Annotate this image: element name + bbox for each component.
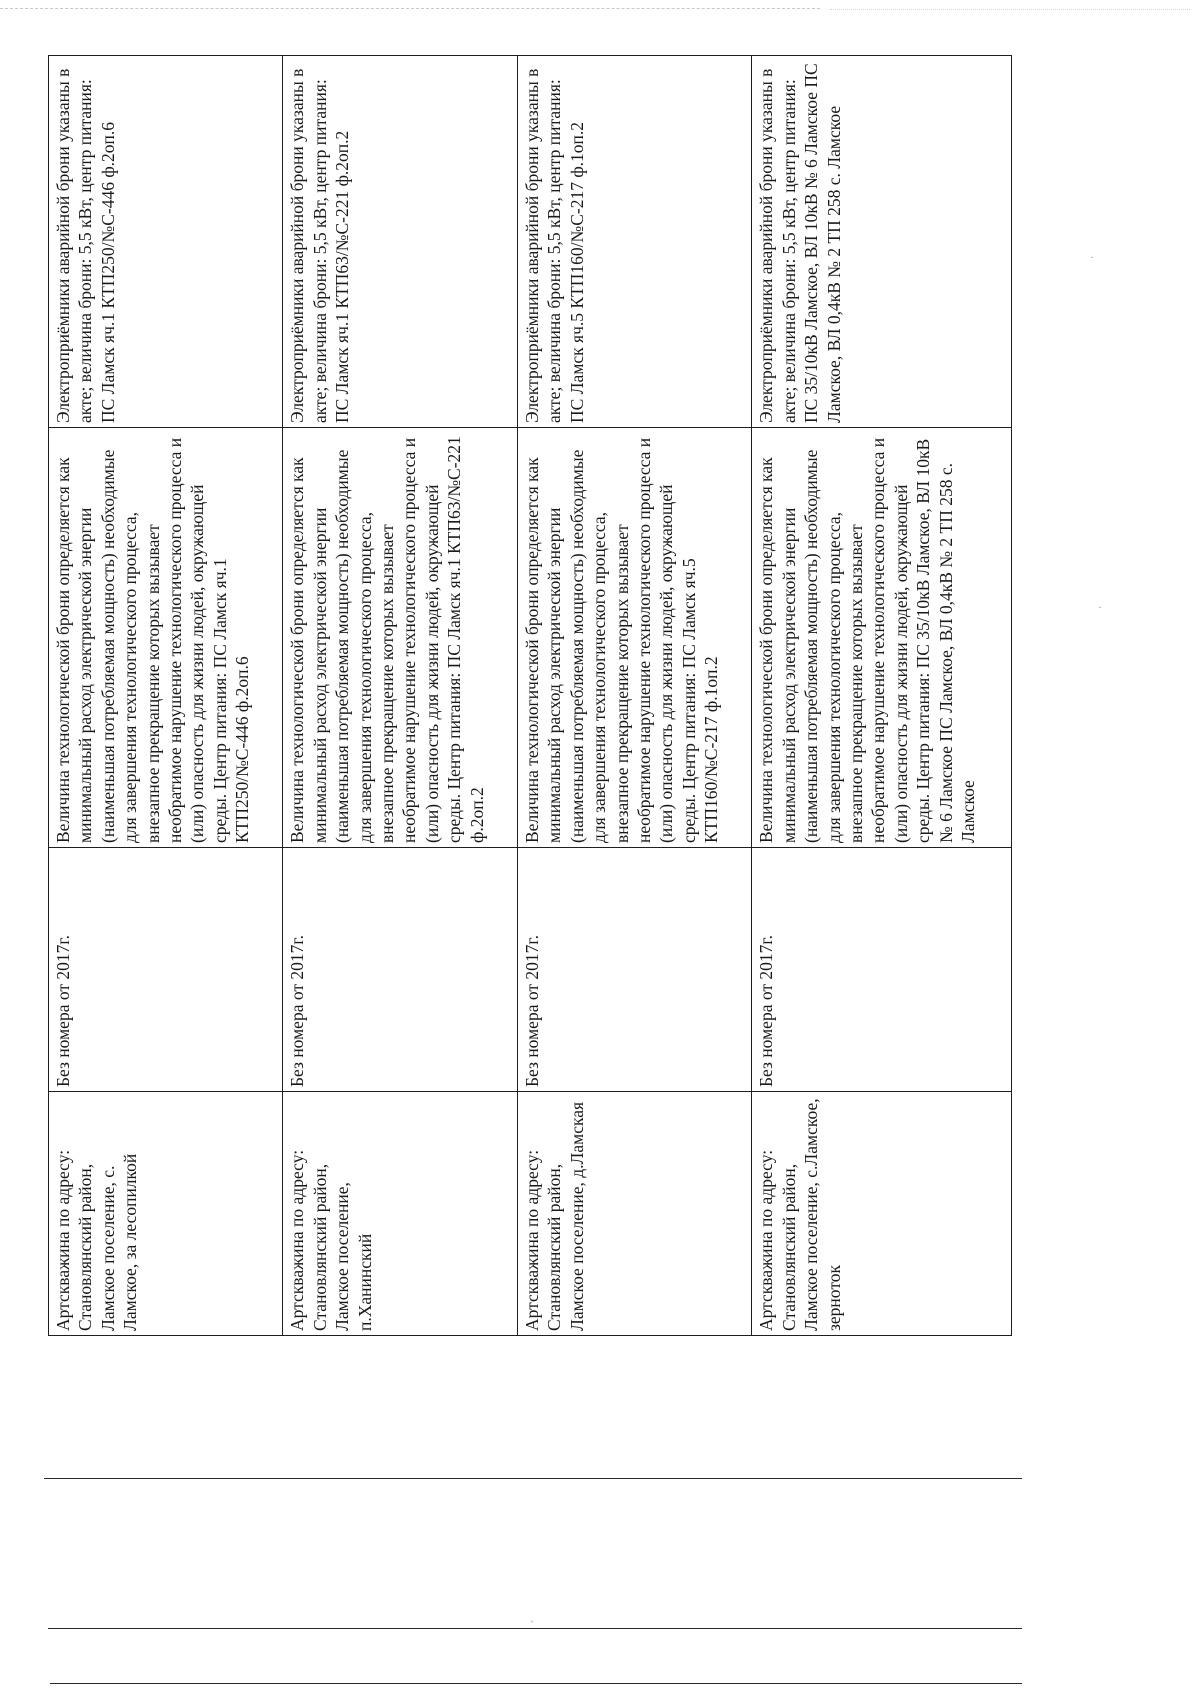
- table-row: [283, 56, 517, 1336]
- document-cell: Без номера от 2017г.: [517, 848, 751, 1092]
- emergency-reserve-cell: Электроприёмники аварийной брони указаны в акте; величина брони: 5,5 кВт, центр питания: ПС Ламск яч.1 КТП250/№С-446 ф.2оп.6: [49, 56, 283, 428]
- rotated-table-container: [48, 56, 1012, 1336]
- tech-reserve-cell: Величина технологической брони определяется как минимальный расход электрической энергии (наименьшая потребляемая мощность) необходимые для завершения технологического процесса, внезапное прекращение которых вызывает необратимое нарушение технологического процесса и (или) опасность для жизни людей, окружающей среды. Центр питания: ПС 35/10кВ Ламское, ВЛ 10кВ № 6 Ламское ПС Ламское, ВЛ 0,4кВ № 2 ТП 258 с. Ламское: [752, 428, 1012, 848]
- object-cell: Артскважина по адресу: Становлянский район, Ламское поселение, д.Ламская: [517, 1092, 751, 1336]
- table-row: [752, 56, 1012, 1336]
- table-row: [49, 56, 283, 1336]
- tech-reserve-cell: Величина технологической брони определяется как минимальный расход электрической энергии (наименьшая потребляемая мощность) необходимые для завершения технологического процесса, внезапное прекращение которых вызывает необратимое нарушение технологического процесса и (или) опасность для жизни людей, окружающей среды. Центр питания: ПС Ламск яч.1 КТП250/№С-446 ф.2оп.6: [49, 428, 283, 848]
- emergency-reserve-cell: Электроприёмники аварийной брони указаны в акте; величина брони: 5,5 кВт, центр питания: ПС Ламск яч.1 КТП63/№С-221 ф.2оп.2: [283, 56, 517, 428]
- scan-speck: `: [530, 1618, 534, 1632]
- emergency-reserve-cell: Электроприёмники аварийной брони указаны в акте; величина брони: 5,5 кВт, центр питания: ПС 35/10кВ Ламское, ВЛ 10кВ № 6 Ламское ПС Ламское, ВЛ 0,4кВ № 2 ТП 258 с. Ламское: [752, 56, 1012, 428]
- scan-speck: ·: [1090, 250, 1094, 264]
- document-cell: Без номера от 2017г.: [752, 848, 1012, 1092]
- rule-line: [48, 1628, 1022, 1629]
- object-cell: Артскважина по адресу: Становлянский район, Ламское поселение, с.Ламское, зерноток: [752, 1092, 1012, 1336]
- rule-line: [50, 1683, 1022, 1684]
- emergency-reserve-cell: Электроприёмники аварийной брони указаны в акте; величина брони: 5,5 кВт, центр питания: ПС Ламск яч.5 КТП160/№С-217 ф.1оп.2: [517, 56, 751, 428]
- rule-line: [44, 1478, 1022, 1479]
- document-cell: Без номера от 2017г.: [49, 848, 283, 1092]
- scan-top-edge: [0, 8, 820, 9]
- energy-reserve-table: [48, 55, 1012, 1336]
- object-cell: Артскважина по адресу: Становлянский район, Ламское поселение, с. Ламское, за лесопилкой: [49, 1092, 283, 1336]
- document-cell: Без номера от 2017г.: [283, 848, 517, 1092]
- table-row: [517, 56, 751, 1336]
- scan-speck: ·: [1098, 600, 1102, 614]
- tech-reserve-cell: Величина технологической брони определяется как минимальный расход электрической энергии (наименьшая потребляемая мощность) необходимые для завершения технологического процесса, внезапное прекращение которых вызывает необратимое нарушение технологического процесса и (или) опасность для жизни людей, окружающей среды. Центр питания: ПС Ламск яч.5 КТП160/№С-217 ф.1оп.2: [517, 428, 751, 848]
- scan-top-edge-dotted: [830, 9, 1190, 10]
- tech-reserve-cell: Величина технологической брони определяется как минимальный расход электрической энергии (наименьшая потребляемая мощность) необходимые для завершения технологического процесса, внезапное прекращение которых вызывает необратимое нарушение технологического процесса и (или) опасность для жизни людей, окружающей среды. Центр питания: ПС Ламск яч.1 КТП63/№С-221 ф.2оп.2: [283, 428, 517, 848]
- object-cell: Артскважина по адресу: Становлянский район, Ламское поселение, п.Ханинский: [283, 1092, 517, 1336]
